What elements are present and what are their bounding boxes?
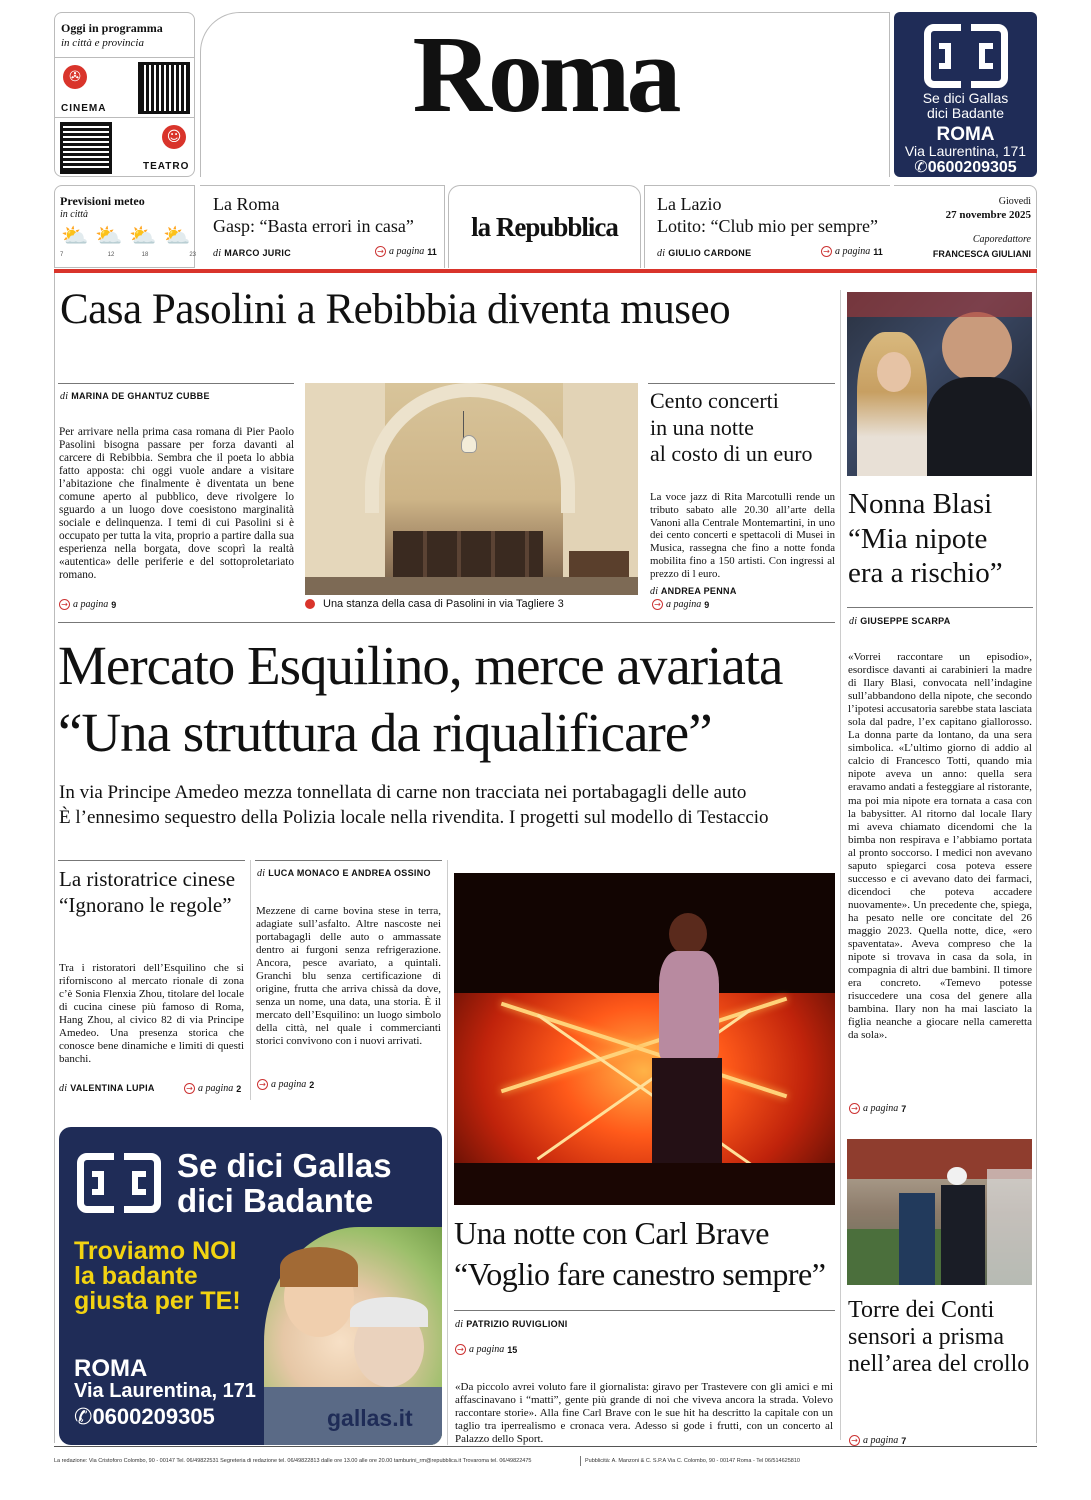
cinema-label[interactable]: CINEMA — [61, 103, 107, 114]
blasi-pageref[interactable]: → a pagina 7 — [849, 1103, 906, 1114]
arrow-right-icon: → — [375, 246, 386, 257]
cinema-icon: ✇ — [63, 65, 87, 89]
editor-role: Caporedattore — [972, 234, 1031, 245]
esquilino-body: Mezzene di carne bovina stese in terra, adagiate sull’asfalto. Altre nascoste nei portabagagli delle auto o ammassate dentro ai furgoni senza refrigerazione. Ancora, pesce avariato, a quintali. Granchi blu senza certificazione di origine, frutta che arriva chissà da dove, senza un nome, una data, una storia. È il mercato dell’Esquilino: un luogo simbolo della città, nel quale i commercianti storici convivono con i nuovi arrivati. — [256, 905, 441, 1048]
theatre-masks-icon: ☺ — [162, 125, 186, 149]
date-box — [894, 185, 1037, 268]
esquilino-pageref[interactable]: → a pagina 2 — [257, 1079, 314, 1090]
big-ad-phone-row — [74, 1404, 215, 1430]
arrow-right-icon: → — [652, 599, 663, 610]
repubblica-logo-box — [448, 185, 641, 268]
concerti-body: La voce jazz di Rita Marcotulli rende un tributo sabato alle 20.30 all’arte della Vanoni alla Centrale Montemartini, in uno dei cento concerti e spettacoli di Musei in Musica, rassegna che fino a notte fonda mobilita fino a 150 artisti. Con ingressi al prezzo di l euro. — [650, 491, 835, 580]
programma-subtitle: in città e provincia — [61, 37, 144, 49]
editor-name: FRANCESCA GIULIANI — [932, 249, 1031, 259]
partly-cloudy-icon: ⛅ — [129, 224, 157, 249]
blasi-photo — [847, 292, 1032, 476]
big-ad-website[interactable]: gallas.it — [327, 1405, 413, 1431]
big-ad-slogan: Troviamo NOI la badante giusta per TE! — [74, 1237, 241, 1315]
big-ad-line2: dici Badante — [177, 1182, 374, 1219]
concerti-pageref[interactable]: → a pagina 9 — [652, 599, 709, 610]
meteo-subtitle: in città — [60, 209, 89, 220]
ristoratrice-pageref[interactable]: → a pagina 2 — [184, 1083, 241, 1094]
pasolini-byline: di MARINA DE GHANTUZ CUBBE — [60, 391, 210, 402]
big-ad-line1: Se dici Gallas — [177, 1147, 392, 1184]
blasi-headline[interactable]: Nonna Blasi “Mia nipote era a rischio” — [848, 488, 1003, 589]
carlbrave-headline[interactable]: Una notte con Carl Brave “Voglio fare canestro sempre” — [454, 1215, 826, 1292]
footer-pubblicita: Pubblicità: A. Manzoni & C. S.P.A Via C. Colombo, 90 - 00147 Roma - Tel 06/514625810 — [585, 1458, 800, 1464]
concerti-headline[interactable]: Cento concerti in una notte al costo di un euro — [650, 388, 813, 466]
meteo-box — [54, 185, 195, 268]
big-ad-city: ROMA — [74, 1355, 148, 1382]
sport-right-headline: Lotito: “Club mio per sempre” — [657, 216, 878, 236]
repubblica-logo: la Repubblica — [471, 212, 618, 242]
partly-cloudy-icon: ⛅ — [163, 224, 191, 249]
ristoratrice-body: Tra i ristoratori dell’Esquilino che si riforniscono al mercato rionale di zona c’è Sonia Flenxia Zhou, titolare del locale di cucina cinese più famoso di Roma, Hang Zhou, al civico 82 di via Principe Amedeo. Una presenza storica che conosce bene dinamiche e limiti di questi banchi. — [59, 962, 244, 1066]
red-separator — [54, 269, 1037, 273]
phone-icon: ✆ — [914, 159, 928, 176]
gallas-big-ad[interactable] — [59, 1127, 442, 1445]
big-ad-address: Via Laurentina, 171 — [74, 1380, 256, 1402]
top-ad-phone-row — [894, 157, 1037, 177]
arrow-right-icon: → — [455, 1344, 466, 1355]
meteo-hour: 18 — [141, 252, 149, 258]
pasolini-room-photo — [305, 383, 638, 595]
carlbrave-pageref[interactable]: → a pagina 15 — [455, 1344, 517, 1355]
date-text: 27 novembre 2025 — [945, 209, 1031, 221]
gallas-logo-icon — [924, 24, 1008, 88]
torre-pageref[interactable]: → a pagina 7 — [849, 1435, 906, 1446]
gallas-logo-icon — [77, 1153, 161, 1213]
sport-right-box[interactable] — [644, 185, 890, 268]
arrow-right-icon: → — [821, 246, 832, 257]
esquilino-byline: di LUCA MONACO E ANDREA OSSINO — [257, 868, 431, 879]
meteo-title: Previsioni meteo — [60, 194, 145, 208]
meteo-hour: 7 — [60, 252, 64, 258]
blasi-body: «Vorrei raccontare un episodio», esordisce davanti ai carabinieri la madre di Ilary Blasi, convocata nell’indagine sull’abbandono della nipote, che secondo l’ipotesi accusatoria sarebbe stata lasciata sola dal padre, l’ex capitano giallorosso. La donna parte da lontano, da una sera simbolica. «L’ultimo giorno di addio al calcio di Francesco Totti, quando mia nipote aveva un anno: quella sera eravamo andati a festeggiare al ristorante, ma poi mia nipote era tornata a casa con la babysitter. Al ritorno dal locale Ilary mi aveva chiamato dicendomi che la bimba non respirava e l’abbiamo portata al pronto soccorso. I medici non avevano saputo spiegarci cosa poteva essere successo e ci avevano dato dei farmaci, dicendoci che poteva accadere nuovamente». Un precedente che, spiega, ha pesato nelle ore concitate del 26 maggio 2023. Quella notte, dice, «ero spaventata». Aveva compreso che la nipote si trovava in casa da sola, in compagnia di altri due bambini. Il timore era concreto. «Temevo potesse risuccedere una cosa del genere alla bambina. Ilary non ha mai lasciato la figlia neanche a giocare nella cameretta da sola». — [848, 651, 1032, 1042]
concerti-byline: di ANDREA PENNA — [650, 586, 737, 597]
sport-left-team: La Roma — [213, 194, 280, 214]
blasi-byline: di GIUSEPPE SCARPA — [849, 616, 951, 627]
pasolini-pageref[interactable]: → a pagina 9 — [59, 599, 116, 610]
top-ad-line2: dici Badante — [926, 105, 1005, 121]
phone-icon: ✆ — [74, 1404, 93, 1429]
esquilino-deck: In via Principe Amedeo mezza tonnellata di carne non tracciata nei portabagagli delle auto È l’ennesimo sequestro della Polizia locale nella rivendita. I progetti sul modello di Testaccio — [59, 782, 769, 828]
sport-left-box[interactable] — [200, 185, 445, 268]
masthead-title: Roma — [412, 13, 678, 135]
torre-photo — [847, 1139, 1032, 1285]
torre-headline[interactable]: Torre dei Conti sensori a prisma nell’area del crollo — [848, 1297, 1030, 1377]
sport-right-byline: di GIULIO CARDONE — [657, 248, 752, 259]
teatro-qr-code[interactable] — [63, 125, 109, 171]
sport-left-byline: di MARCO JURIC — [213, 248, 292, 259]
top-ad-address: Via Laurentina, 171 — [904, 143, 1027, 159]
carl-brave-concert-photo — [454, 873, 835, 1205]
meteo-hour: 23 — [189, 252, 196, 258]
pasolini-body: Per arrivare nella prima casa romana di Pier Paolo Pasolini bisogna passare per forza davanti al carcere di Rebibbia. Sembra che il poeta lo abbia fatto apposta: chi oggi vuole andare a visitare l’abitazione che finalmente è diventata un bene comune aperto al pubblico, deve rivolgere lo sguardo a un luogo dove coesistono marginalità sociale e delinquenza. I temi di cui Pasolini si è occupato per tutta la vita, proprio a partire dalla sua esperienza nella borgata, dove scoprì la realtà «autentica» delle periferie e del sottoproletariato romano. — [59, 426, 294, 581]
programma-title: Oggi in programma — [61, 21, 163, 35]
carlbrave-body: «Da piccolo avrei voluto fare il giornalista: giravo per Trastevere con gli amici e mi affascinavano i “matti”, gente più grande di noi che viveva ancora la strada. Volevo raccontare storie». Alla fine Carl Brave con le sue hit ha descritto la capitale con un taglio tra iperrealismo e cronaca vera. Adesso si gode i frutti, con un concerto al Palazzo dello Sport. — [455, 1381, 833, 1446]
sport-right-pageref[interactable]: → a pagina 11 — [821, 246, 883, 257]
partly-cloudy-icon: ⛅ — [61, 224, 89, 249]
ristoratrice-headline[interactable]: La ristoratrice cinese “Ignorano le regole” — [59, 867, 236, 917]
arrow-right-icon: → — [849, 1435, 860, 1446]
arrow-right-icon: → — [849, 1103, 860, 1114]
sport-left-pageref[interactable]: → a pagina 11 — [375, 246, 437, 257]
esquilino-headline[interactable]: Mercato Esquilino, merce avariata “Una struttura da riqualificare” — [58, 635, 783, 763]
footer-redazione: La redazione: Via Cristoforo Colombo, 90 - 00147 Tel. 06/49822531 Segreteria di redazione tel. 06/49822813 dalle ore 13.00 alle ore 20.00 tamburini_rm@repubblica.it Trovaroma tel. 06/49822475 — [54, 1458, 532, 1464]
teatro-label[interactable]: TEATRO — [143, 161, 190, 172]
arrow-right-icon: → — [184, 1083, 195, 1094]
date-day: Giovedì — [998, 196, 1031, 207]
pasolini-headline[interactable]: Casa Pasolini a Rebibbia diventa museo — [60, 286, 731, 333]
top-ad-city: ROMA — [936, 124, 995, 145]
meteo-hour: 12 — [107, 252, 115, 258]
arrow-right-icon: → — [257, 1079, 268, 1090]
top-ad-line1: Se dici Gallas — [922, 90, 1009, 106]
ristoratrice-byline: di VALENTINA LUPIA — [59, 1083, 155, 1094]
programma-box — [54, 12, 195, 177]
top-ad-phone: 0600209305 — [927, 159, 1017, 176]
cinema-qr-code[interactable] — [141, 65, 187, 111]
sport-left-headline: Gasp: “Basta errori in casa” — [213, 216, 414, 236]
pasolini-caption-row — [305, 598, 564, 610]
sport-right-team: La Lazio — [657, 194, 722, 214]
carlbrave-byline: di PATRIZIO RUVIGLIONI — [455, 1319, 568, 1330]
arrow-right-icon: → — [59, 599, 70, 610]
partly-cloudy-icon: ⛅ — [95, 224, 123, 249]
pasolini-caption: Una stanza della casa di Pasolini in via Tagliere 3 — [323, 598, 564, 610]
big-ad-phone: 0600209305 — [92, 1404, 215, 1429]
top-gallas-ad[interactable] — [894, 12, 1037, 177]
caption-dot-icon — [305, 599, 315, 609]
